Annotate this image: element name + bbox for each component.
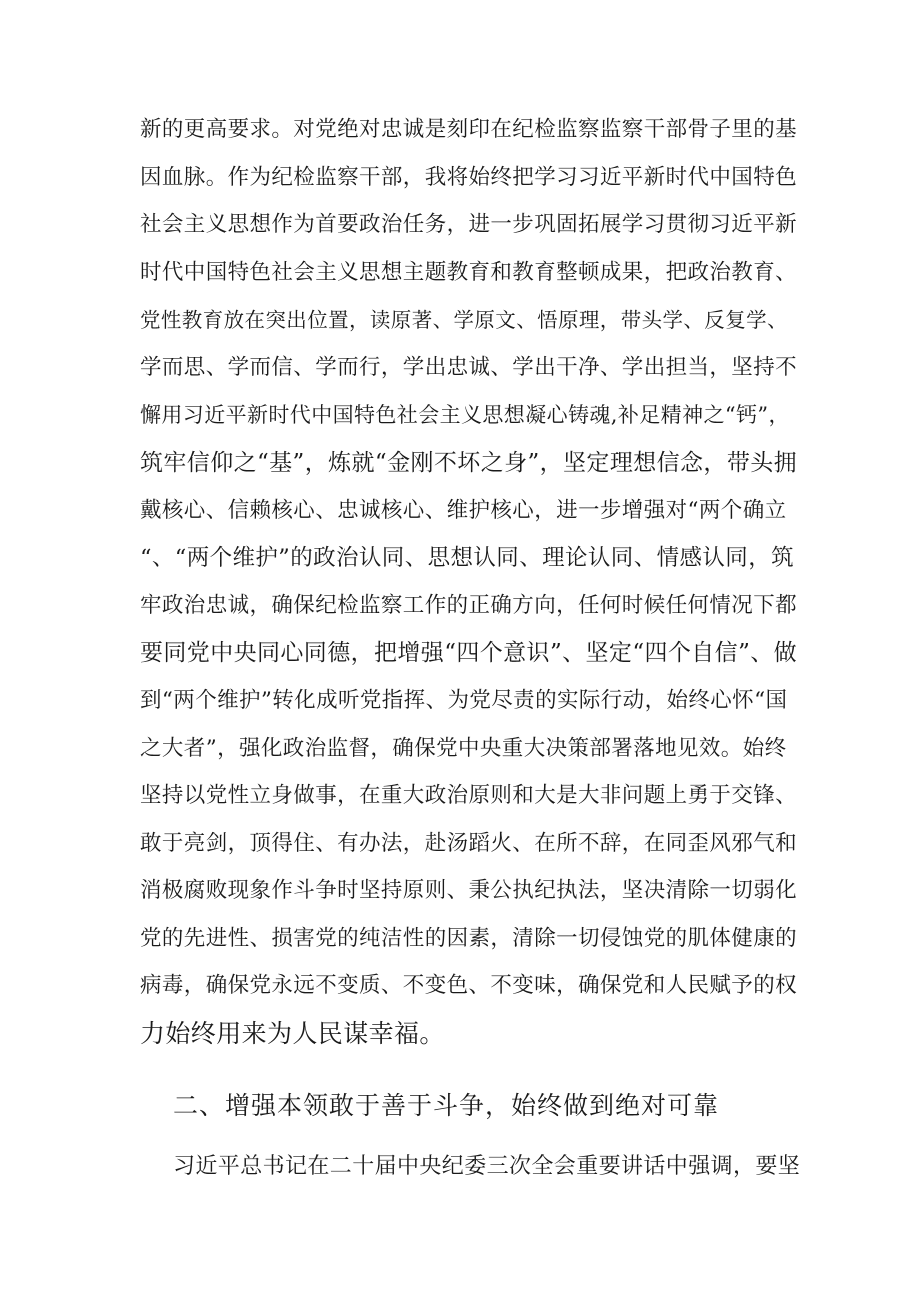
body-text-line: 时代中国特色社会主义思想主题教育和教育整顿成果，把政治教育、 [140, 260, 798, 285]
body-text-line: 牢政治忠诚，确保纪检监察工作的正确方向，任何时候任何情况下都 [140, 593, 798, 618]
body-text-line: 病毒，确保党永远不变质、不变色、不变味，确保党和人民赋予的权 [140, 973, 798, 998]
body-text-line: 消极腐败现象作斗争时坚持原则、秉公执纪执法，坚决清除一切弱化 [140, 878, 798, 903]
body-text-line: 懈用习近平新时代中国特色社会主义思想凝心铸魂,补足精神之“钙”， [140, 403, 790, 427]
body-text-line: 到“两个维护”转化成听党指挥、为党尽责的实际行动，始终心怀“国 [140, 688, 788, 713]
body-text-line: 新的更高要求。对党绝对忠诚是刻印在纪检监察监察干部骨子里的基 [140, 117, 798, 142]
paragraph-first-line: 习近平总书记在二十届中央纪委三次全会重要讲话中强调，要坚 [173, 1154, 801, 1179]
body-text-line: 敢于亮剑，顶得住、有办法，赴汤蹈火、在所不辞，在同歪风邪气和 [140, 831, 798, 856]
body-text-line: 筑牢信仰之“基”，炼就“金刚不坏之身”，坚定理想信念，带头拥 [140, 450, 798, 476]
section-heading: 二、增强本领敢于善于斗争，始终做到绝对可靠 [173, 1091, 720, 1120]
body-text-line: 因血脉。作为纪检监察干部，我将始终把学习习近平新时代中国特色 [140, 165, 798, 190]
body-text-line: 要同党中央同心同德，把增强“四个意识”、坚定“四个自信”、做 [140, 640, 798, 666]
body-text-line: “、“两个维护”的政治认同、思想认同、理论认同、情感认同，筑 [140, 545, 795, 571]
body-text-line: 之大者”，强化政治监督，确保党中央重大决策部署落地见效。始终 [140, 736, 787, 761]
body-text-line: 党的先进性、损害党的纯洁性的因素，清除一切侵蚀党的肌体健康的 [140, 926, 798, 951]
body-text-line: 党性教育放在突出位置，读原著、学原文、悟原理，带头学、反复学、 [140, 308, 788, 332]
body-text-line: 社会主义思想作为首要政治任务，进一步巩固拓展学习贯彻习近平新 [140, 212, 798, 237]
body-text-line: 学而思、学而信、学而行，学出忠诚、学出干净、学出担当，坚持不 [140, 355, 798, 380]
body-text-line: 力始终用来为人民谋幸福。 [140, 1019, 445, 1048]
body-text-line: 坚持以党性立身做事，在重大政治原则和大是大非问题上勇于交锋、 [140, 783, 798, 808]
body-text-line: 戴核心、信赖核心、忠诚核心、维护核心，进一步增强对“两个确立 [140, 498, 787, 523]
